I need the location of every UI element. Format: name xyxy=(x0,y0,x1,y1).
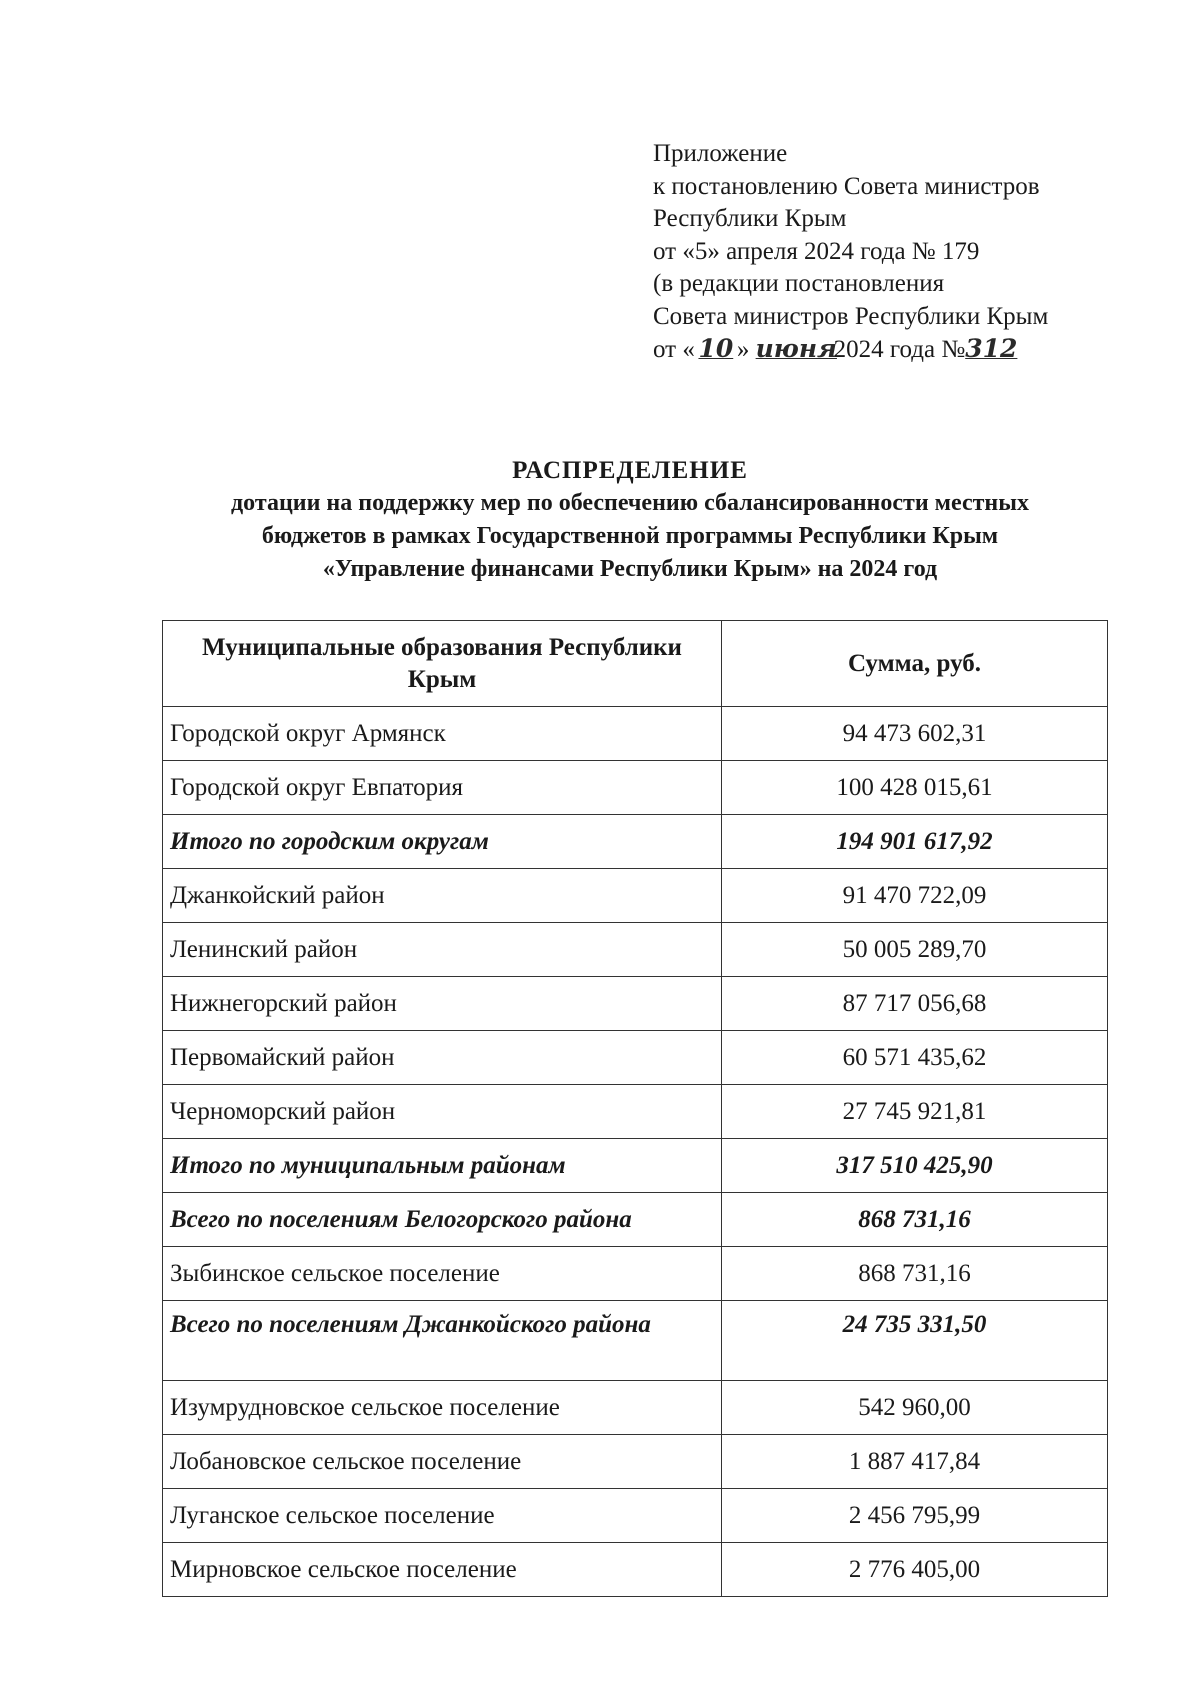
row-sum: 542 960,00 xyxy=(722,1381,1108,1435)
appendix-line-6: Совета министров Республики Крым xyxy=(653,302,1049,330)
appendix-line-2: к постановлению Совета министров xyxy=(653,172,1040,200)
handwritten-number: 312 xyxy=(965,334,1018,363)
distribution-table xyxy=(162,620,1108,1597)
row-name: Итого по городским округам xyxy=(163,815,722,869)
table-row xyxy=(163,1543,1108,1597)
appendix-line-7 xyxy=(653,333,1173,366)
row-sum: 194 901 617,92 xyxy=(722,815,1108,869)
document-title: РАСПРЕДЕЛЕНИЕ xyxy=(512,457,748,484)
appendix-block xyxy=(653,138,1173,366)
table-row xyxy=(163,1085,1108,1139)
row-sum: 2 456 795,99 xyxy=(722,1489,1108,1543)
row-name: Черноморский район xyxy=(163,1085,722,1139)
table-row xyxy=(163,977,1108,1031)
appendix-line-5: (в редакции постановления xyxy=(653,270,945,297)
handwritten-day: 10 xyxy=(698,334,734,363)
row-sum: 94 473 602,31 xyxy=(722,707,1108,761)
row-sum: 317 510 425,90 xyxy=(722,1139,1108,1193)
table-row xyxy=(163,923,1108,977)
row-name: Нижнегорский район xyxy=(163,977,722,1031)
row-name: Первомайский район xyxy=(163,1031,722,1085)
row-sum: 91 470 722,09 xyxy=(722,869,1108,923)
document-subtitle-line-3: «Управление финансами Республики Крым» на 2024 год xyxy=(322,556,938,582)
row-sum: 868 731,16 xyxy=(722,1193,1108,1247)
row-name: Луганское сельское поселение xyxy=(163,1489,722,1543)
handwritten-month: июня xyxy=(755,334,837,363)
row-name: Зыбинское сельское поселение xyxy=(163,1247,722,1301)
row-name: Итого по муниципальным районам xyxy=(163,1139,722,1193)
row-sum: 60 571 435,62 xyxy=(722,1031,1108,1085)
row-sum: 50 005 289,70 xyxy=(722,923,1108,977)
table-row xyxy=(163,707,1108,761)
total-row xyxy=(163,1193,1108,1247)
appendix-line-4: от «5» апреля 2024 года № 179 xyxy=(653,237,980,265)
total-row xyxy=(163,1139,1108,1193)
appendix-line-7-prefix: от « xyxy=(653,336,695,363)
total-row xyxy=(163,1301,1108,1381)
appendix-line-3: Республики Крым xyxy=(653,205,847,232)
document-heading xyxy=(140,455,1120,586)
row-sum: 100 428 015,61 xyxy=(722,761,1108,815)
table-row xyxy=(163,1247,1108,1301)
table-row xyxy=(163,1031,1108,1085)
table-row xyxy=(163,1381,1108,1435)
appendix-line-1: Приложение xyxy=(653,140,788,167)
table-row xyxy=(163,1489,1108,1543)
row-sum: 2 776 405,00 xyxy=(722,1543,1108,1597)
row-name: Лобановское сельское поселение xyxy=(163,1435,722,1489)
total-row xyxy=(163,815,1108,869)
row-sum: 868 731,16 xyxy=(722,1247,1108,1301)
column-header-municipality: Муниципальные образования Республики Крым xyxy=(163,621,722,707)
row-name: Всего по поселениям Белогорского района xyxy=(163,1193,722,1247)
table-row xyxy=(163,1435,1108,1489)
row-sum: 87 717 056,68 xyxy=(722,977,1108,1031)
row-name: Джанкойский район xyxy=(163,869,722,923)
table-row xyxy=(163,869,1108,923)
appendix-line-7-mid: » xyxy=(736,336,750,363)
appendix-line-7-year: 2024 года № xyxy=(833,336,966,363)
row-sum: 27 745 921,81 xyxy=(722,1085,1108,1139)
row-name: Изумрудновское сельское поселение xyxy=(163,1381,722,1435)
table-header-row xyxy=(163,621,1108,707)
column-header-sum: Сумма, руб. xyxy=(722,621,1108,707)
row-name: Всего по поселениям Джанкойского района xyxy=(163,1301,722,1381)
row-name: Ленинский район xyxy=(163,923,722,977)
row-sum: 1 887 417,84 xyxy=(722,1435,1108,1489)
row-sum: 24 735 331,50 xyxy=(722,1301,1108,1381)
row-name: Городской округ Евпатория xyxy=(163,761,722,815)
row-name: Городской округ Армянск xyxy=(163,707,722,761)
document-subtitle-line-2: бюджетов в рамках Государственной программы Республики Крым xyxy=(261,523,999,549)
table-row xyxy=(163,761,1108,815)
row-name: Мирновское сельское поселение xyxy=(163,1543,722,1597)
document-subtitle-line-1: дотации на поддержку мер по обеспечению сбалансированности местных xyxy=(231,490,1029,516)
